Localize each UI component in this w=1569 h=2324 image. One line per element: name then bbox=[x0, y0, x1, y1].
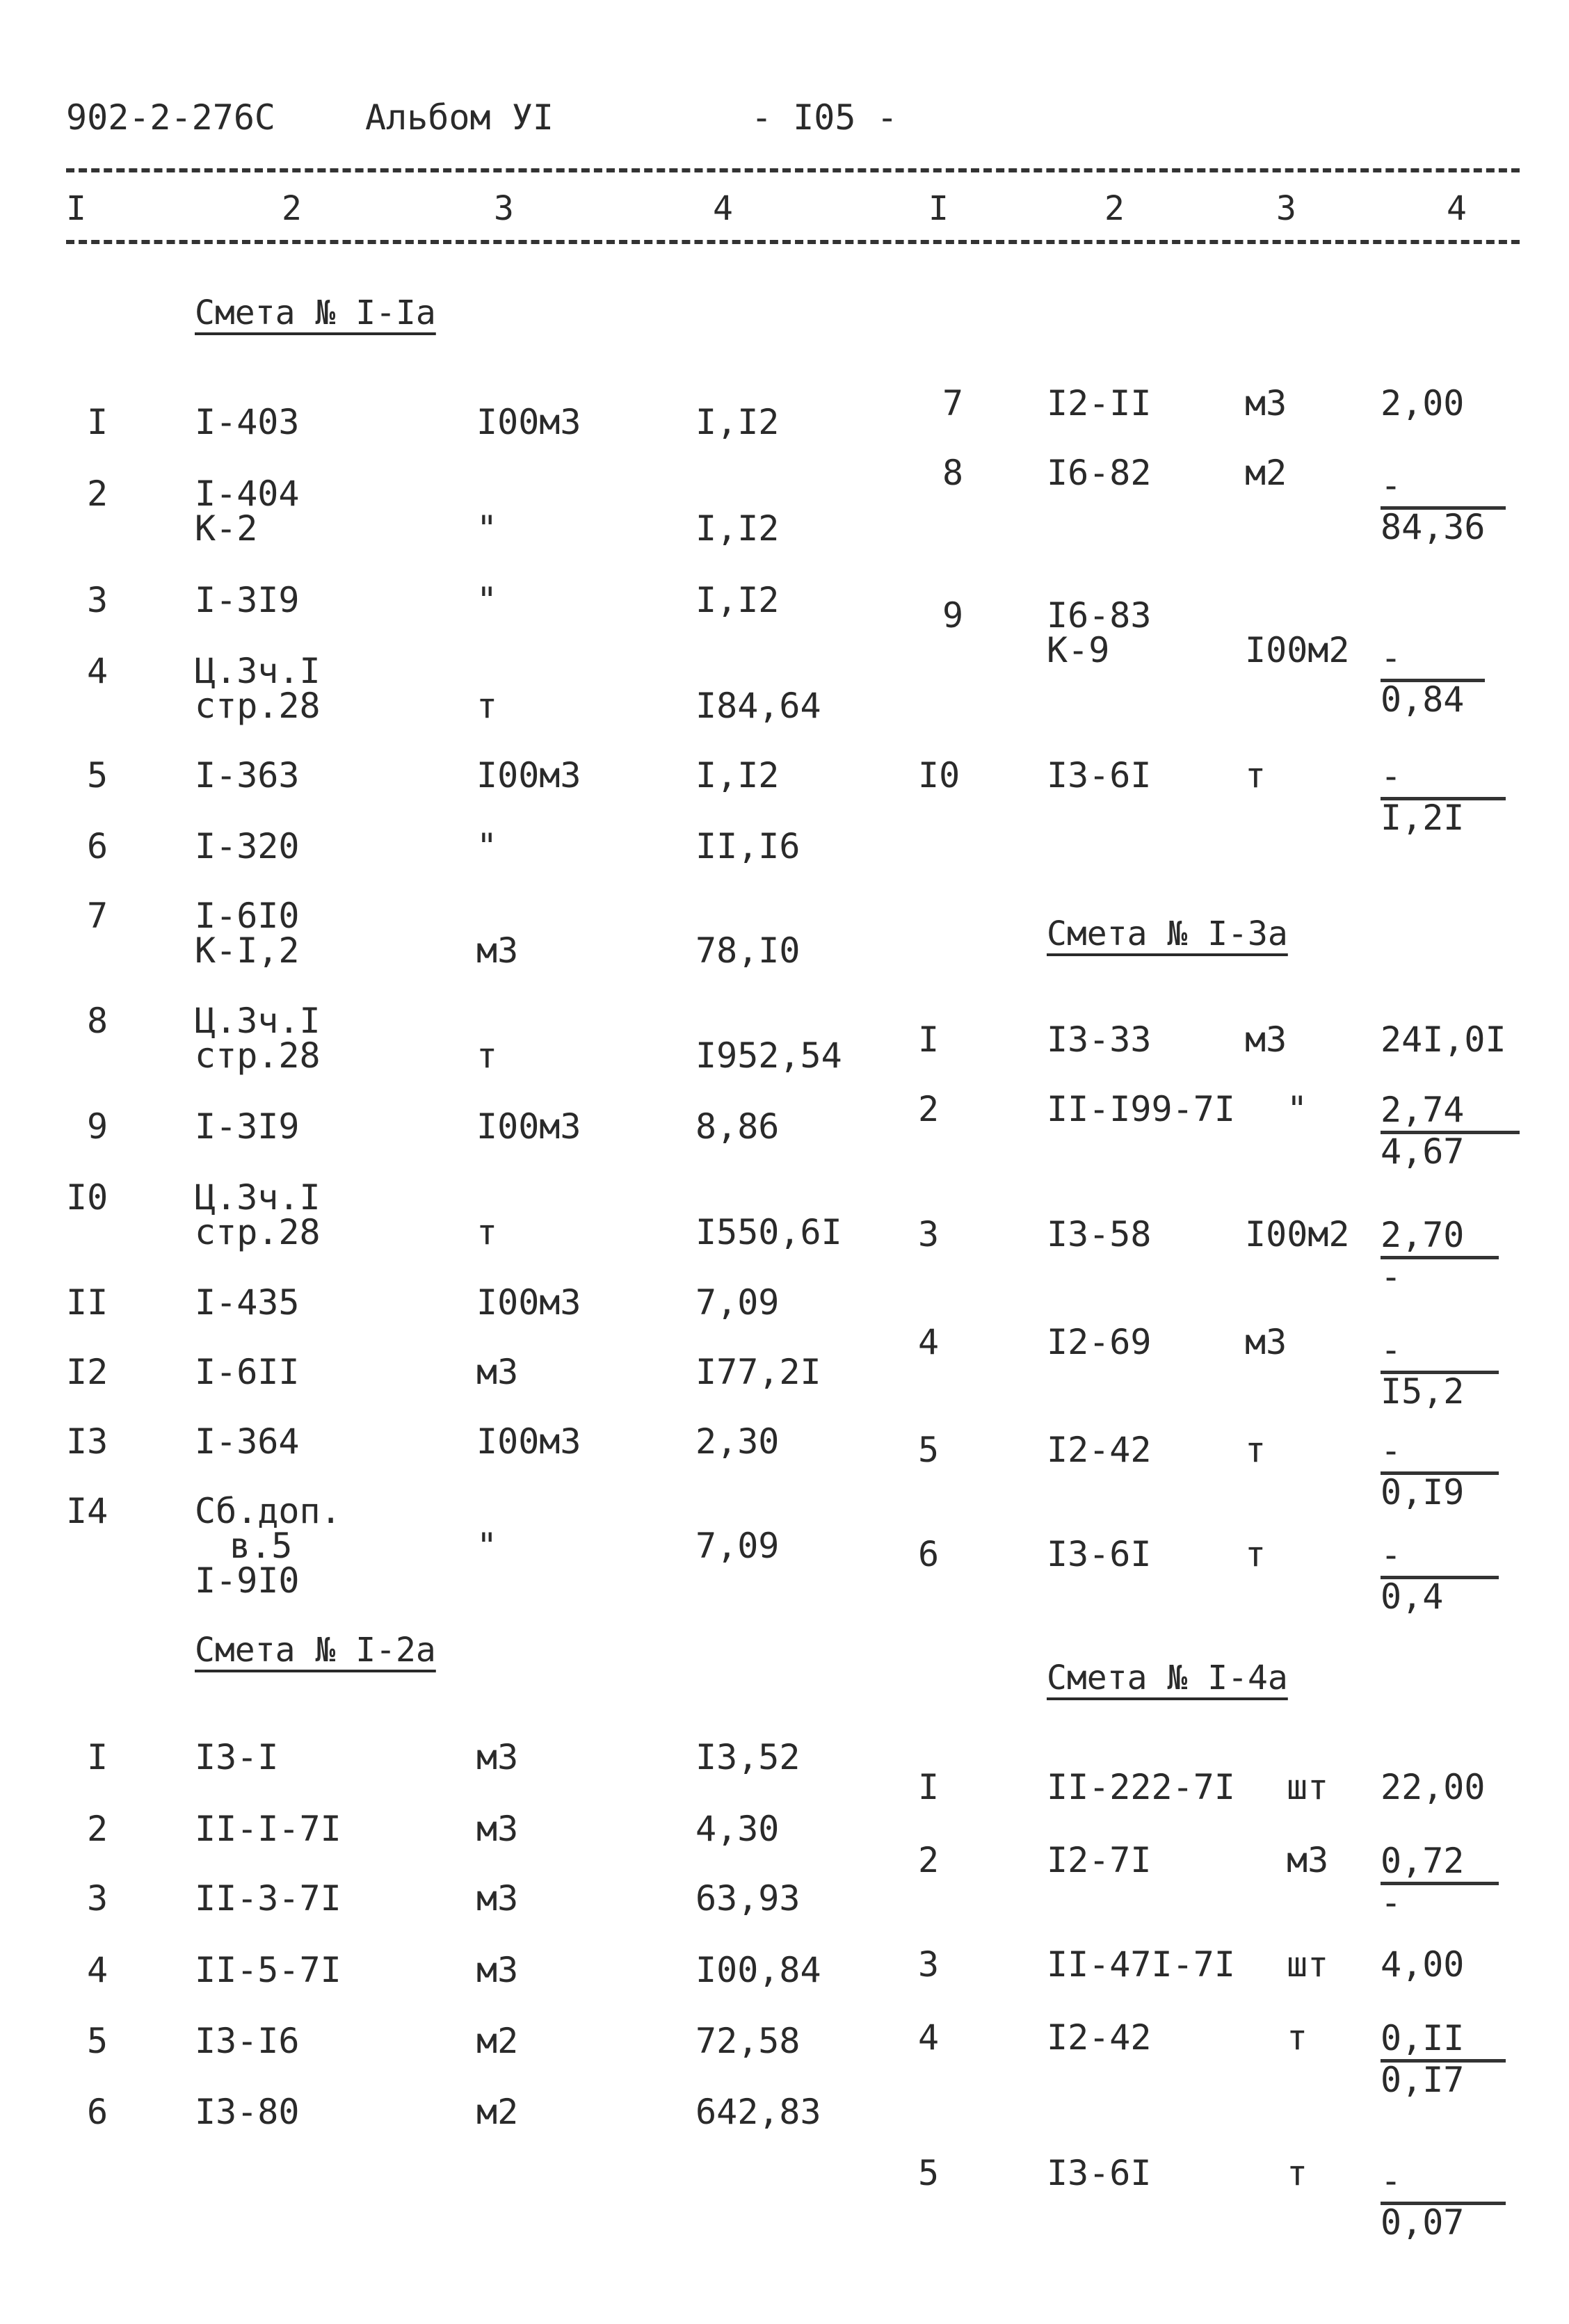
quantity-bottom: 0,84 bbox=[1381, 679, 1465, 720]
norm-code: II-I99-7I bbox=[1047, 1089, 1235, 1129]
norm-code: II-222-7I bbox=[1047, 1767, 1235, 1807]
quantity: I,I2 bbox=[695, 402, 780, 442]
norm-code-line2: К-9 bbox=[1047, 630, 1110, 670]
norm-code-line2: стр.28 bbox=[195, 1212, 321, 1252]
unit: м3 bbox=[476, 1737, 519, 1777]
quantity: I77,2I bbox=[695, 1352, 821, 1392]
unit: т bbox=[476, 1035, 498, 1076]
unit: т bbox=[1245, 755, 1266, 796]
quantity-top: - bbox=[1381, 2163, 1506, 2205]
quantity-bottom: 0,I7 bbox=[1381, 2060, 1465, 2100]
quantity-bottom: 0,4 bbox=[1381, 1576, 1444, 1617]
norm-code: I2-II bbox=[1047, 383, 1152, 423]
norm-code: I-403 bbox=[195, 402, 300, 442]
norm-code: I-435 bbox=[195, 1282, 300, 1323]
norm-code: I3-I bbox=[195, 1737, 279, 1777]
estimate-title: Смета № I-3а bbox=[1047, 914, 1288, 953]
unit: I00м3 bbox=[476, 1282, 581, 1323]
quantity: I00,84 bbox=[695, 1950, 821, 1990]
unit: " bbox=[476, 1526, 498, 1566]
norm-code: II-47I-7I bbox=[1047, 1944, 1235, 1985]
norm-code: I-3I9 bbox=[195, 580, 300, 620]
quantity-top: - bbox=[1381, 640, 1485, 682]
unit: м3 bbox=[476, 1809, 519, 1849]
unit: м3 bbox=[1245, 383, 1287, 423]
quantity: 63,93 bbox=[695, 1878, 800, 1919]
row-number: 5 bbox=[918, 2153, 940, 2193]
row-number: I3 bbox=[66, 1421, 108, 1462]
norm-code: I6-83 bbox=[1047, 595, 1152, 636]
unit: I00м3 bbox=[476, 1106, 581, 1147]
row-number: 6 bbox=[87, 2092, 108, 2132]
header-rule-bottom bbox=[66, 240, 1520, 244]
quantity-bottom: I5,2 bbox=[1381, 1371, 1465, 1412]
col-header-4-left: 4 bbox=[713, 189, 733, 228]
quantity-fraction bbox=[1381, 1841, 1499, 1923]
row-number: I bbox=[918, 1019, 940, 1060]
row-number: 9 bbox=[942, 595, 964, 636]
norm-code: I2-42 bbox=[1047, 2017, 1152, 2058]
unit: I00м3 bbox=[476, 402, 581, 442]
col-header-2-right: 2 bbox=[1104, 189, 1125, 228]
norm-code-line2: в.5 bbox=[230, 1526, 293, 1566]
estimate-title: Смета № I-4а bbox=[1047, 1659, 1288, 1697]
row-number: II bbox=[66, 1282, 108, 1323]
quantity: 4,30 bbox=[695, 1809, 780, 1849]
quantity: 2,00 bbox=[1381, 383, 1465, 423]
norm-code-line2: стр.28 bbox=[195, 1035, 321, 1076]
quantity-top: - bbox=[1381, 467, 1506, 510]
unit: т bbox=[476, 686, 498, 726]
norm-code: II-5-7I bbox=[195, 1950, 341, 1990]
quantity-fraction bbox=[1381, 756, 1506, 838]
quantity: 24I,0I bbox=[1381, 1019, 1506, 1060]
quantity-bottom: 4,67 bbox=[1381, 1131, 1465, 1172]
row-number: 2 bbox=[918, 1089, 940, 1129]
unit: м3 bbox=[476, 1352, 519, 1392]
col-header-4-right: 4 bbox=[1447, 189, 1467, 228]
quantity: I952,54 bbox=[695, 1035, 842, 1076]
norm-code: I2-69 bbox=[1047, 1322, 1152, 1362]
unit: шт bbox=[1287, 1944, 1329, 1985]
quantity-top: - bbox=[1381, 1433, 1499, 1475]
unit: т bbox=[1245, 1430, 1266, 1470]
row-number: 4 bbox=[87, 651, 108, 691]
row-number: 5 bbox=[918, 1430, 940, 1470]
quantity-bottom: 84,36 bbox=[1381, 507, 1486, 547]
unit: т bbox=[1245, 1534, 1266, 1574]
row-number: 3 bbox=[87, 1878, 108, 1919]
unit: " bbox=[476, 580, 498, 620]
quantity-top: - bbox=[1381, 758, 1506, 800]
norm-code: I3-6I bbox=[1047, 755, 1152, 796]
quantity-top: 2,70 bbox=[1381, 1217, 1499, 1259]
unit: м2 bbox=[1245, 453, 1287, 493]
header-rule-top bbox=[66, 168, 1520, 172]
row-number: 6 bbox=[87, 826, 108, 866]
quantity-fraction bbox=[1381, 1215, 1499, 1297]
quantity-fraction bbox=[1381, 1535, 1499, 1617]
norm-code: I6-82 bbox=[1047, 453, 1152, 493]
norm-code-line2: К-2 bbox=[195, 508, 258, 549]
unit: м3 bbox=[1245, 1322, 1287, 1362]
row-number: 7 bbox=[942, 383, 964, 423]
unit: " bbox=[476, 508, 498, 549]
unit: т bbox=[1287, 2153, 1308, 2193]
norm-code: I3-80 bbox=[195, 2092, 300, 2132]
quantity: I,I2 bbox=[695, 508, 780, 549]
quantity-fraction bbox=[1381, 1330, 1499, 1412]
norm-code: Сб.доп. bbox=[195, 1491, 341, 1531]
norm-code: I-404 bbox=[195, 474, 300, 514]
quantity-top: - bbox=[1381, 1537, 1499, 1579]
unit: I00м3 bbox=[476, 1421, 581, 1462]
quantity: 7,09 bbox=[695, 1282, 780, 1323]
unit: м3 bbox=[1245, 1019, 1287, 1060]
norm-code: Ц.3ч.I bbox=[195, 1177, 321, 1218]
row-number: 9 bbox=[87, 1106, 108, 1147]
quantity: II,I6 bbox=[695, 826, 800, 866]
unit: шт bbox=[1287, 1767, 1329, 1807]
quantity: I3,52 bbox=[695, 1737, 800, 1777]
norm-code: I-363 bbox=[195, 755, 300, 796]
row-number: 5 bbox=[87, 2021, 108, 2061]
norm-code: I-6I0 bbox=[195, 896, 300, 936]
unit: м3 bbox=[476, 930, 519, 971]
quantity: 8,86 bbox=[695, 1106, 780, 1147]
unit: м2 bbox=[476, 2092, 519, 2132]
unit: " bbox=[476, 826, 498, 866]
unit: м3 bbox=[1287, 1840, 1329, 1880]
quantity-fraction bbox=[1381, 1430, 1499, 1512]
norm-code: I3-33 bbox=[1047, 1019, 1152, 1060]
quantity: 2,30 bbox=[695, 1421, 780, 1462]
quantity-fraction bbox=[1381, 2018, 1506, 2100]
row-number: 3 bbox=[918, 1214, 940, 1254]
col-header-1-left: I bbox=[66, 189, 86, 228]
quantity: 642,83 bbox=[695, 2092, 821, 2132]
quantity-bottom: - bbox=[1381, 1257, 1402, 1297]
norm-code: II-3-7I bbox=[195, 1878, 341, 1919]
norm-code: I-364 bbox=[195, 1421, 300, 1462]
page-number: - I05 - bbox=[751, 97, 898, 138]
row-number: I bbox=[87, 402, 108, 442]
quantity-bottom: I,2I bbox=[1381, 798, 1465, 838]
row-number: I4 bbox=[66, 1491, 108, 1531]
col-header-1-right: I bbox=[928, 189, 949, 228]
unit: м3 bbox=[476, 1878, 519, 1919]
row-number: 2 bbox=[87, 474, 108, 514]
row-number: 4 bbox=[87, 1950, 108, 1990]
row-number: I0 bbox=[918, 755, 960, 796]
row-number: 8 bbox=[942, 453, 964, 493]
quantity-bottom: - bbox=[1381, 1882, 1402, 1923]
norm-code: Ц.3ч.I bbox=[195, 1001, 321, 1041]
row-number: 4 bbox=[918, 2017, 940, 2058]
norm-code: I2-7I bbox=[1047, 1840, 1152, 1880]
norm-code: I3-58 bbox=[1047, 1214, 1152, 1254]
quantity: I,I2 bbox=[695, 580, 780, 620]
row-number: 8 bbox=[87, 1001, 108, 1041]
col-header-3-left: 3 bbox=[494, 189, 514, 228]
quantity: I,I2 bbox=[695, 755, 780, 796]
unit: I00м2 bbox=[1245, 1214, 1350, 1254]
estimate-title: Смета № I-2а bbox=[195, 1631, 436, 1670]
norm-code: Ц.3ч.I bbox=[195, 651, 321, 691]
norm-code: I3-I6 bbox=[195, 2021, 300, 2061]
norm-code-line2: стр.28 bbox=[195, 686, 321, 726]
quantity-top: 2,74 bbox=[1381, 1092, 1520, 1134]
row-number: 5 bbox=[87, 755, 108, 796]
unit: т bbox=[476, 1212, 498, 1252]
document-code: 902-2-276С bbox=[66, 97, 276, 138]
unit: " bbox=[1287, 1089, 1308, 1129]
row-number: 6 bbox=[918, 1534, 940, 1574]
row-number: I2 bbox=[66, 1352, 108, 1392]
norm-code: I-3I9 bbox=[195, 1106, 300, 1147]
quantity-bottom: 0,I9 bbox=[1381, 1472, 1465, 1512]
unit: I00м2 bbox=[1245, 630, 1350, 670]
unit: м2 bbox=[476, 2021, 519, 2061]
norm-code: I3-6I bbox=[1047, 2153, 1152, 2193]
row-number: I bbox=[918, 1767, 940, 1807]
quantity: 22,00 bbox=[1381, 1767, 1486, 1807]
quantity: I84,64 bbox=[695, 686, 821, 726]
norm-code: I-6II bbox=[195, 1352, 300, 1392]
row-number: 2 bbox=[87, 1809, 108, 1849]
quantity-fraction bbox=[1381, 1090, 1520, 1172]
col-header-2-left: 2 bbox=[282, 189, 302, 228]
quantity: 72,58 bbox=[695, 2021, 800, 2061]
unit: I00м3 bbox=[476, 755, 581, 796]
col-header-3-right: 3 bbox=[1276, 189, 1296, 228]
quantity-top: - bbox=[1381, 1332, 1499, 1374]
norm-code: I2-42 bbox=[1047, 1430, 1152, 1470]
norm-code: I-320 bbox=[195, 826, 300, 866]
quantity: 7,09 bbox=[695, 1526, 780, 1566]
row-number: I0 bbox=[66, 1177, 108, 1218]
quantity-fraction bbox=[1381, 638, 1485, 720]
quantity: I550,6I bbox=[695, 1212, 842, 1252]
album-label: Альбом УI bbox=[365, 97, 554, 138]
unit: м3 bbox=[476, 1950, 519, 1990]
quantity-top: 0,72 bbox=[1381, 1843, 1499, 1885]
row-number: 2 bbox=[918, 1840, 940, 1880]
quantity-fraction bbox=[1381, 2161, 1506, 2243]
norm-code: II-I-7I bbox=[195, 1809, 341, 1849]
unit: т bbox=[1287, 2017, 1308, 2058]
quantity-top: 0,II bbox=[1381, 2020, 1506, 2063]
row-number: 4 bbox=[918, 1322, 940, 1362]
norm-code-line2: К-I,2 bbox=[195, 930, 300, 971]
quantity-bottom: 0,07 bbox=[1381, 2202, 1465, 2243]
norm-code-line3: I-9I0 bbox=[195, 1560, 300, 1601]
norm-code: I3-6I bbox=[1047, 1534, 1152, 1574]
quantity-fraction bbox=[1381, 465, 1506, 547]
row-number: 7 bbox=[87, 896, 108, 936]
estimate-title: Смета № I-Iа bbox=[195, 293, 436, 332]
row-number: I bbox=[87, 1737, 108, 1777]
quantity: 78,I0 bbox=[695, 930, 800, 971]
row-number: 3 bbox=[918, 1944, 940, 1985]
quantity: 4,00 bbox=[1381, 1944, 1465, 1985]
row-number: 3 bbox=[87, 580, 108, 620]
